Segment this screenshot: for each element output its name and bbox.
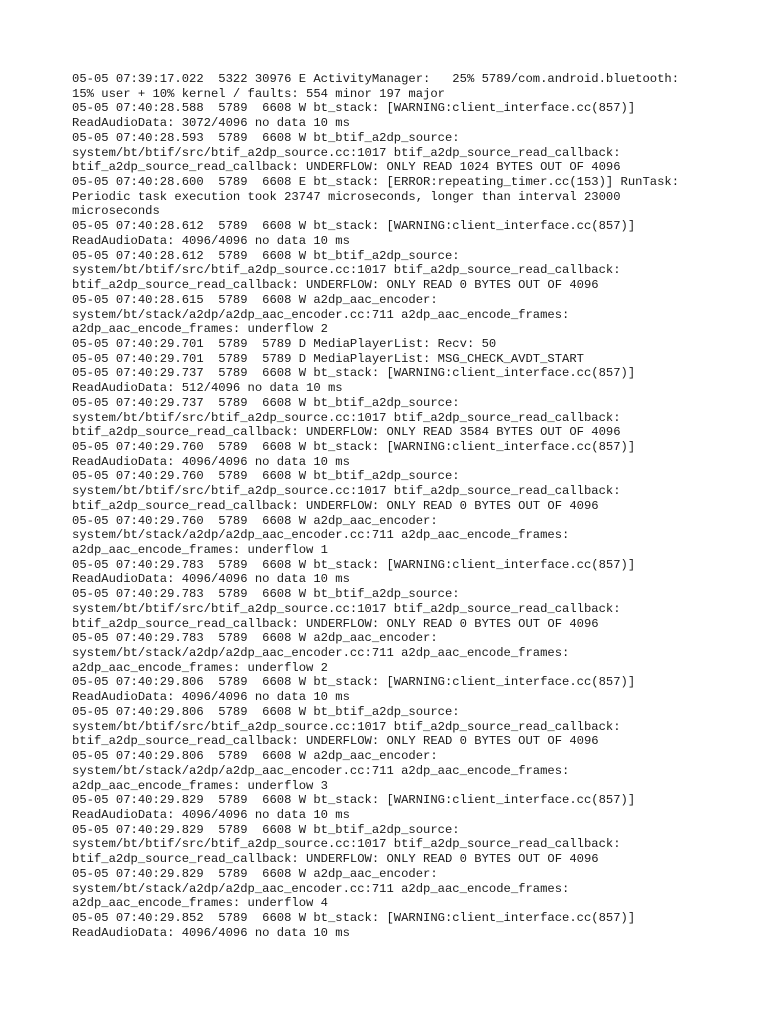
log-line: system/bt/btif/src/btif_a2dp_source.cc:1017 btif_a2dp_source_read_callback: (72, 484, 621, 499)
log-line: system/bt/btif/src/btif_a2dp_source.cc:1017 btif_a2dp_source_read_callback: (72, 145, 621, 160)
log-line: system/bt/btif/src/btif_a2dp_source.cc:1017 btif_a2dp_source_read_callback: (72, 719, 621, 734)
log-line: 05-05 07:40:29.737 5789 6608 W bt_btif_a2dp_source: (72, 395, 460, 410)
log-line: 05-05 07:40:29.737 5789 6608 W bt_stack: [WARNING:client_interface.cc(857)] (72, 366, 636, 381)
log-line: 05-05 07:40:28.612 5789 6608 W bt_btif_a2dp_source: (72, 248, 460, 263)
log-line: 05-05 07:40:29.806 5789 6608 W bt_btif_a2dp_source: (72, 704, 460, 719)
log-line: 05-05 07:40:29.701 5789 5789 D MediaPlayerList: Recv: 50 (72, 336, 497, 351)
log-line: system/bt/stack/a2dp/a2dp_aac_encoder.cc:711 a2dp_aac_encode_frames: (72, 528, 570, 543)
log-line: a2dp_aac_encode_frames: underflow 1 (72, 543, 328, 557)
log-line: system/bt/btif/src/btif_a2dp_source.cc:1017 btif_a2dp_source_read_callback: (72, 837, 621, 852)
log-line: btif_a2dp_source_read_callback: UNDERFLOW: ONLY READ 0 BYTES OUT OF 4096 (72, 734, 599, 749)
log-line: ReadAudioData: 4096/4096 no data 10 ms (72, 690, 350, 705)
log-line: 05-05 07:40:29.760 5789 6608 W a2dp_aac_encoder: (72, 513, 438, 528)
log-line: 15% user + 10% kernel / faults: 554 minor 197 major (72, 86, 445, 101)
log-line: a2dp_aac_encode_frames: underflow 2 (72, 660, 328, 675)
log-line: system/bt/stack/a2dp/a2dp_aac_encoder.cc:711 a2dp_aac_encode_frames: (72, 307, 570, 322)
log-output (72, 72, 712, 940)
log-line: system/bt/btif/src/btif_a2dp_source.cc:1017 btif_a2dp_source_read_callback: (72, 601, 621, 616)
log-line: Periodic task execution took 23747 microseconds, longer than interval 23000 (72, 189, 621, 204)
log-line: 05-05 07:40:29.829 5789 6608 W bt_btif_a2dp_source: (72, 822, 460, 837)
log-line: ReadAudioData: 4096/4096 no data 10 ms (72, 454, 350, 469)
log-line: 05-05 07:40:29.760 5789 6608 W bt_stack: [WARNING:client_interface.cc(857)] (72, 439, 636, 454)
log-line: btif_a2dp_source_read_callback: UNDERFLOW: ONLY READ 0 BYTES OUT OF 4096 (72, 498, 599, 513)
log-line: 05-05 07:39:17.022 5322 30976 E ActivityManager: 25% 5789/com.android.bluetooth: (72, 72, 680, 86)
log-line: 05-05 07:40:28.612 5789 6608 W bt_stack: [WARNING:client_interface.cc(857)] (72, 219, 636, 234)
log-line: 05-05 07:40:29.783 5789 6608 W a2dp_aac_encoder: (72, 631, 438, 646)
log-line: microseconds (72, 204, 160, 219)
log-line: btif_a2dp_source_read_callback: UNDERFLOW: ONLY READ 0 BYTES OUT OF 4096 (72, 852, 599, 867)
log-line: ReadAudioData: 512/4096 no data 10 ms (72, 381, 343, 396)
log-line: btif_a2dp_source_read_callback: UNDERFLOW: ONLY READ 0 BYTES OUT OF 4096 (72, 278, 599, 293)
log-line: a2dp_aac_encode_frames: underflow 3 (72, 778, 328, 793)
log-line: a2dp_aac_encode_frames: underflow 4 (72, 896, 328, 911)
log-line: 05-05 07:40:28.615 5789 6608 W a2dp_aac_encoder: (72, 292, 438, 307)
log-line: 05-05 07:40:29.783 5789 6608 W bt_btif_a2dp_source: (72, 587, 460, 602)
log-line: 05-05 07:40:28.588 5789 6608 W bt_stack: [WARNING:client_interface.cc(857)] (72, 101, 636, 116)
log-line: ReadAudioData: 4096/4096 no data 10 ms (72, 925, 350, 940)
log-line: 05-05 07:40:28.600 5789 6608 E bt_stack: [ERROR:repeating_timer.cc(153)] RunTask: (72, 175, 680, 190)
log-line: a2dp_aac_encode_frames: underflow 2 (72, 322, 328, 337)
log-line: 05-05 07:40:28.593 5789 6608 W bt_btif_a2dp_source: (72, 130, 460, 145)
log-line: ReadAudioData: 4096/4096 no data 10 ms (72, 807, 350, 822)
log-line: 05-05 07:40:29.829 5789 6608 W bt_stack: [WARNING:client_interface.cc(857)] (72, 793, 636, 808)
log-line: 05-05 07:40:29.760 5789 6608 W bt_btif_a2dp_source: (72, 469, 460, 484)
log-line: system/bt/stack/a2dp/a2dp_aac_encoder.cc:711 a2dp_aac_encode_frames: (72, 881, 570, 896)
log-line: ReadAudioData: 3072/4096 no data 10 ms (72, 116, 350, 131)
log-line: 05-05 07:40:29.829 5789 6608 W a2dp_aac_encoder: (72, 866, 438, 881)
log-line: system/bt/stack/a2dp/a2dp_aac_encoder.cc:711 a2dp_aac_encode_frames: (72, 763, 570, 778)
log-line: 05-05 07:40:29.806 5789 6608 W a2dp_aac_encoder: (72, 749, 438, 764)
log-line: ReadAudioData: 4096/4096 no data 10 ms (72, 233, 350, 248)
log-line: btif_a2dp_source_read_callback: UNDERFLOW: ONLY READ 0 BYTES OUT OF 4096 (72, 616, 599, 631)
log-line: 05-05 07:40:29.783 5789 6608 W bt_stack: [WARNING:client_interface.cc(857)] (72, 557, 636, 572)
log-line: 05-05 07:40:29.806 5789 6608 W bt_stack: [WARNING:client_interface.cc(857)] (72, 675, 636, 690)
log-line: 05-05 07:40:29.852 5789 6608 W bt_stack: [WARNING:client_interface.cc(857)] (72, 910, 636, 925)
log-line: btif_a2dp_source_read_callback: UNDERFLOW: ONLY READ 3584 BYTES OUT OF 4096 (72, 425, 621, 440)
log-line: system/bt/btif/src/btif_a2dp_source.cc:1017 btif_a2dp_source_read_callback: (72, 410, 621, 425)
log-line: btif_a2dp_source_read_callback: UNDERFLOW: ONLY READ 1024 BYTES OUT OF 4096 (72, 160, 621, 175)
log-line: system/bt/stack/a2dp/a2dp_aac_encoder.cc:711 a2dp_aac_encode_frames: (72, 646, 570, 661)
log-line: system/bt/btif/src/btif_a2dp_source.cc:1017 btif_a2dp_source_read_callback: (72, 263, 621, 278)
log-line: ReadAudioData: 4096/4096 no data 10 ms (72, 572, 350, 587)
log-line: 05-05 07:40:29.701 5789 5789 D MediaPlayerList: MSG_CHECK_AVDT_START (72, 351, 584, 366)
